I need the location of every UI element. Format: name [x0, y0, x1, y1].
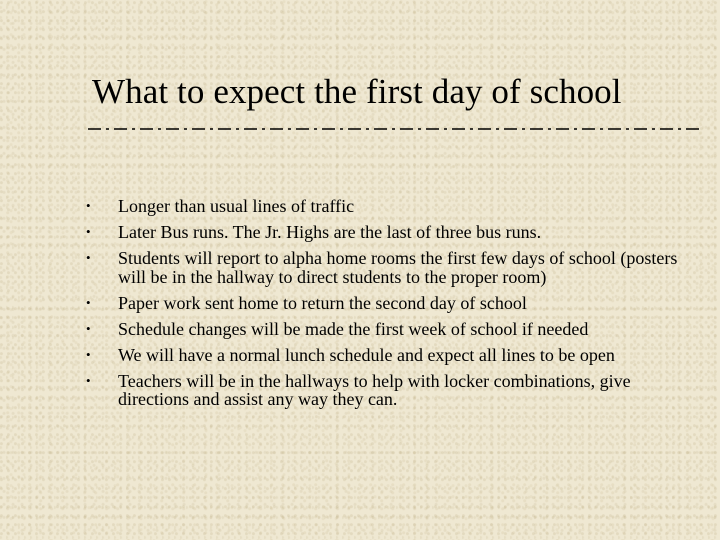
- bullet-marker: •: [86, 372, 91, 388]
- bullet-marker: •: [86, 198, 91, 213]
- slide-title: What to expect the first day of school: [92, 72, 622, 111]
- bullet-marker: •: [86, 250, 91, 265]
- bullet-item: [85, 249, 695, 286]
- bullet-item: [85, 372, 695, 409]
- bullet-text: Later Bus runs. The Jr. Highs are the last of three bus runs.: [118, 222, 542, 242]
- bullet-text: Paper work sent home to return the second day of school: [118, 292, 527, 313]
- bullet-text: Teachers will be in the hallways to help with locker combinations, give directions and assist any way they can.: [118, 370, 631, 409]
- bullet-text: Schedule changes will be made the first week of school if needed: [118, 318, 589, 339]
- bullet-item: [85, 197, 695, 216]
- bullet-marker: •: [86, 294, 91, 310]
- bullet-marker: •: [86, 346, 91, 362]
- bullet-item: [85, 294, 695, 313]
- bullet-text: Longer than usual lines of traffic: [118, 196, 355, 216]
- bullet-marker: •: [86, 320, 91, 336]
- title-divider: [88, 124, 700, 134]
- bullet-item: [85, 346, 695, 365]
- bullet-list: [85, 197, 695, 416]
- bullet-text: Students will report to alpha home rooms the first few days of school (posters will be in the hallway to direct students to the proper room): [118, 248, 678, 287]
- bullet-marker: •: [86, 224, 91, 239]
- bullet-item: [85, 320, 695, 339]
- bullet-item: [85, 223, 695, 242]
- bullet-text: We will have a normal lunch schedule and expect all lines to be open: [118, 344, 615, 365]
